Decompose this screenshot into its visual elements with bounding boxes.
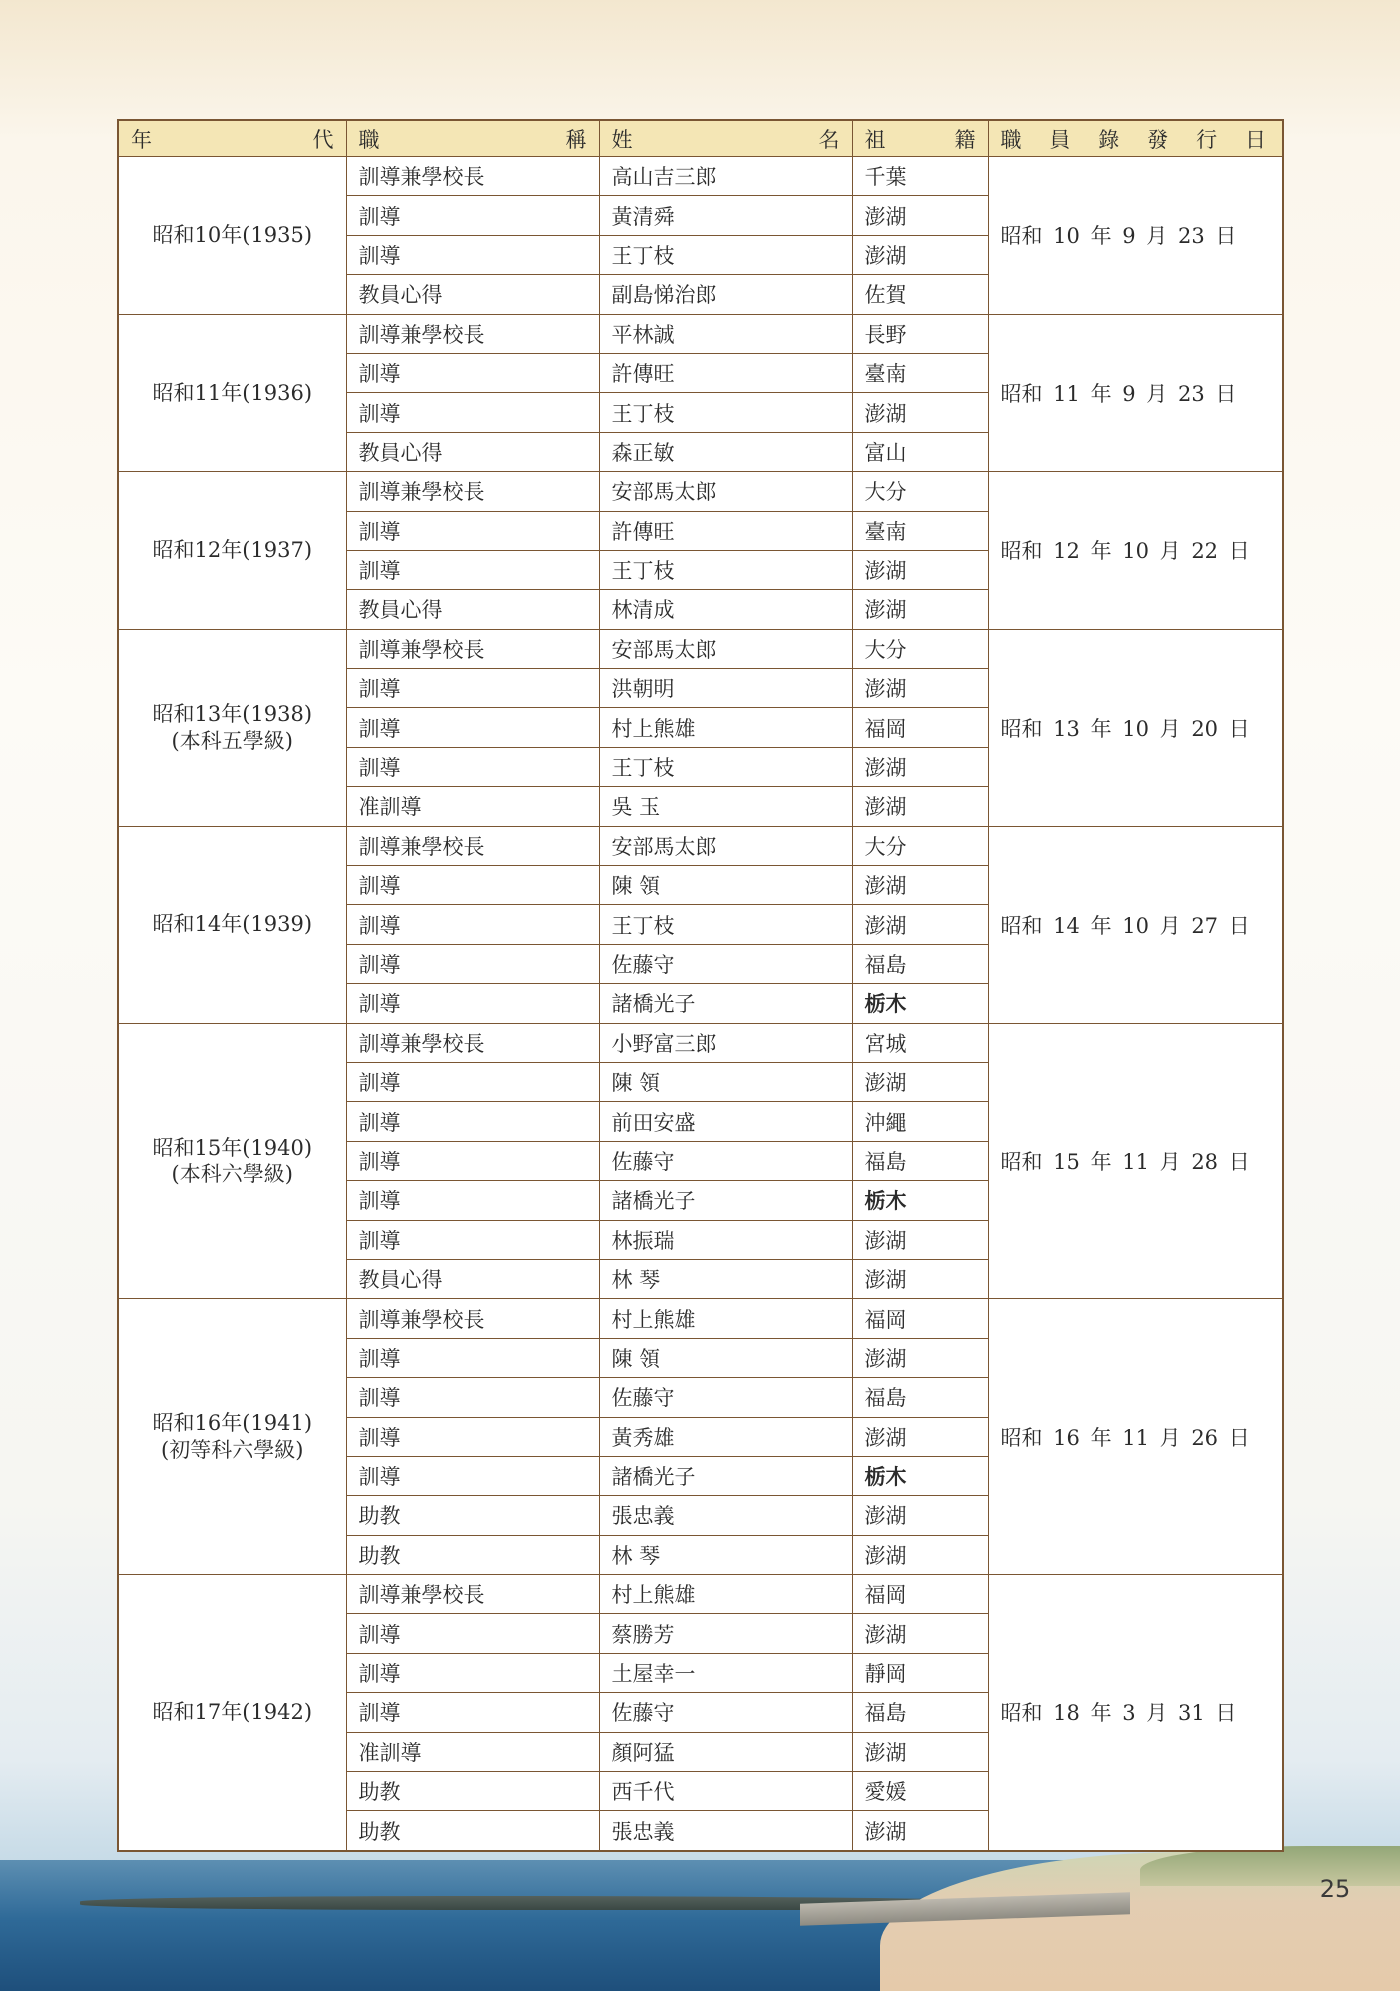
title-cell: 訓導: [346, 1614, 599, 1653]
name-cell: 土屋幸一: [599, 1653, 852, 1692]
issue-date-cell: 昭和 13 年 10 月 20 日: [988, 629, 1283, 826]
origin-cell: 澎湖: [852, 393, 988, 432]
origin-cell: 臺南: [852, 353, 988, 392]
name-cell: 安部馬太郎: [599, 629, 852, 668]
title-cell: 訓導兼學校長: [346, 472, 599, 511]
year-label: 昭和10年(1935): [152, 223, 313, 248]
origin-cell: 澎湖: [852, 1614, 988, 1653]
name-cell: 王丁枝: [599, 235, 852, 274]
year-cell: [118, 1299, 346, 1575]
name-cell: 佐藤守: [599, 944, 852, 983]
staff-roster-table: [117, 119, 1284, 1852]
title-cell: 助教: [346, 1772, 599, 1811]
name-cell: 陳 領: [599, 866, 852, 905]
year-cell: [118, 157, 346, 315]
table-row: [118, 629, 1283, 668]
origin-cell: 澎湖: [852, 747, 988, 786]
origin-cell: 栃木: [852, 1181, 988, 1220]
title-cell: 訓導: [346, 235, 599, 274]
title-cell: 訓導: [346, 984, 599, 1023]
year-sublabel: (本科六學級): [171, 1161, 293, 1186]
title-cell: 訓導: [346, 1417, 599, 1456]
table-row: [118, 314, 1283, 353]
issue-date-cell: 昭和 16 年 11 月 26 日: [988, 1299, 1283, 1575]
name-cell: 佐藤守: [599, 1141, 852, 1180]
title-cell: 訓導: [346, 1693, 599, 1732]
origin-cell: 澎湖: [852, 866, 988, 905]
title-cell: 訓導: [346, 1338, 599, 1377]
origin-cell: 澎湖: [852, 1811, 988, 1851]
origin-cell: 澎湖: [852, 590, 988, 629]
page-number: 25: [1319, 1875, 1351, 1903]
origin-cell: 澎湖: [852, 1338, 988, 1377]
origin-cell: 福岡: [852, 1575, 988, 1614]
header-origin-text: 祖 籍: [864, 127, 976, 152]
title-cell: 訓導: [346, 669, 599, 708]
issue-date-cell: 昭和 15 年 11 月 28 日: [988, 1023, 1283, 1299]
header-year: [118, 120, 346, 157]
year-cell: [118, 629, 346, 826]
header-issue-date-text: 職 員 錄 發 行 日: [1000, 127, 1266, 152]
origin-cell: 澎湖: [852, 669, 988, 708]
table-row: [118, 826, 1283, 865]
origin-cell: 栃木: [852, 984, 988, 1023]
name-cell: 佐藤守: [599, 1378, 852, 1417]
title-cell: 訓導: [346, 905, 599, 944]
year-label: 昭和11年(1936): [152, 380, 313, 405]
origin-cell: 福島: [852, 1141, 988, 1180]
title-cell: 訓導: [346, 196, 599, 235]
header-issue-date: [988, 120, 1283, 157]
origin-cell: 長野: [852, 314, 988, 353]
title-cell: 訓導: [346, 866, 599, 905]
origin-cell: 大分: [852, 629, 988, 668]
origin-cell: 福岡: [852, 1299, 988, 1338]
name-cell: 小野富三郎: [599, 1023, 852, 1062]
origin-cell: 澎湖: [852, 1062, 988, 1101]
origin-cell: 澎湖: [852, 196, 988, 235]
title-cell: 教員心得: [346, 432, 599, 471]
name-cell: 佐藤守: [599, 1693, 852, 1732]
title-cell: 准訓導: [346, 1732, 599, 1771]
year-label: 昭和13年(1938): [152, 702, 313, 727]
table-row: [118, 1023, 1283, 1062]
year-cell: [118, 1575, 346, 1851]
origin-cell: 愛媛: [852, 1772, 988, 1811]
name-cell: 黃秀雄: [599, 1417, 852, 1456]
issue-date-cell: 昭和 14 年 10 月 27 日: [988, 826, 1283, 1023]
origin-cell: 靜岡: [852, 1653, 988, 1692]
title-cell: 訓導兼學校長: [346, 629, 599, 668]
name-cell: 張忠義: [599, 1496, 852, 1535]
header-title-text: 職 稱: [358, 127, 587, 152]
issue-date-cell: 昭和 11 年 9 月 23 日: [988, 314, 1283, 472]
header-origin: [852, 120, 988, 157]
header-year-text: 年 代: [131, 127, 334, 152]
name-cell: 林振瑞: [599, 1220, 852, 1259]
title-cell: 教員心得: [346, 590, 599, 629]
origin-cell: 澎湖: [852, 1535, 988, 1574]
name-cell: 安部馬太郎: [599, 826, 852, 865]
origin-cell: 千葉: [852, 157, 988, 196]
title-cell: 助教: [346, 1811, 599, 1851]
title-cell: 訓導: [346, 353, 599, 392]
name-cell: 吳 玉: [599, 787, 852, 826]
origin-cell: 福島: [852, 1378, 988, 1417]
table-row: [118, 157, 1283, 196]
year-cell: [118, 1023, 346, 1299]
name-cell: 林 琴: [599, 1535, 852, 1574]
name-cell: 諸橋光子: [599, 1456, 852, 1495]
title-cell: 助教: [346, 1496, 599, 1535]
year-sublabel: (初等科六學級): [161, 1437, 304, 1462]
title-cell: 訓導: [346, 1141, 599, 1180]
year-cell: [118, 826, 346, 1023]
name-cell: 村上熊雄: [599, 1299, 852, 1338]
title-cell: 訓導兼學校長: [346, 1299, 599, 1338]
header-row: [118, 120, 1283, 157]
origin-cell: 栃木: [852, 1456, 988, 1495]
origin-cell: 澎湖: [852, 1259, 988, 1298]
title-cell: 訓導: [346, 1181, 599, 1220]
origin-cell: 澎湖: [852, 1732, 988, 1771]
origin-cell: 澎湖: [852, 905, 988, 944]
table-body: [118, 157, 1283, 1851]
name-cell: 村上熊雄: [599, 708, 852, 747]
origin-cell: 大分: [852, 826, 988, 865]
name-cell: 森正敏: [599, 432, 852, 471]
table-row: [118, 472, 1283, 511]
origin-cell: 澎湖: [852, 1417, 988, 1456]
name-cell: 平林誠: [599, 314, 852, 353]
title-cell: 訓導兼學校長: [346, 826, 599, 865]
name-cell: 洪朝明: [599, 669, 852, 708]
origin-cell: 臺南: [852, 511, 988, 550]
name-cell: 高山吉三郎: [599, 157, 852, 196]
title-cell: 訓導兼學校長: [346, 314, 599, 353]
origin-cell: 福岡: [852, 708, 988, 747]
name-cell: 黃清舜: [599, 196, 852, 235]
year-sublabel: (本科五學級): [171, 728, 293, 753]
origin-cell: 大分: [852, 472, 988, 511]
origin-cell: 澎湖: [852, 1496, 988, 1535]
name-cell: 林 琴: [599, 1259, 852, 1298]
title-cell: 訓導: [346, 550, 599, 589]
origin-cell: 福島: [852, 944, 988, 983]
title-cell: 訓導: [346, 1062, 599, 1101]
header-title: [346, 120, 599, 157]
title-cell: 教員心得: [346, 275, 599, 314]
title-cell: 訓導: [346, 1102, 599, 1141]
name-cell: 諸橋光子: [599, 984, 852, 1023]
origin-cell: 澎湖: [852, 235, 988, 274]
issue-date-cell: 昭和 12 年 10 月 22 日: [988, 472, 1283, 630]
title-cell: 訓導: [346, 944, 599, 983]
table-row: [118, 1575, 1283, 1614]
origin-cell: 富山: [852, 432, 988, 471]
title-cell: 訓導: [346, 1378, 599, 1417]
title-cell: 訓導: [346, 708, 599, 747]
origin-cell: 宮城: [852, 1023, 988, 1062]
name-cell: 蔡勝芳: [599, 1614, 852, 1653]
title-cell: 訓導兼學校長: [346, 157, 599, 196]
name-cell: 前田安盛: [599, 1102, 852, 1141]
name-cell: 顏阿猛: [599, 1732, 852, 1771]
origin-cell: 佐賀: [852, 275, 988, 314]
year-cell: [118, 472, 346, 630]
name-cell: 王丁枝: [599, 393, 852, 432]
issue-date-cell: 昭和 10 年 9 月 23 日: [988, 157, 1283, 315]
title-cell: 訓導: [346, 1456, 599, 1495]
origin-cell: 澎湖: [852, 787, 988, 826]
origin-cell: 澎湖: [852, 550, 988, 589]
name-cell: 王丁枝: [599, 747, 852, 786]
origin-cell: 澎湖: [852, 1220, 988, 1259]
title-cell: 訓導兼學校長: [346, 1023, 599, 1062]
origin-cell: 福島: [852, 1693, 988, 1732]
year-label: 昭和12年(1937): [152, 538, 313, 563]
name-cell: 安部馬太郎: [599, 472, 852, 511]
header-name: [599, 120, 852, 157]
year-label: 昭和15年(1940): [152, 1135, 313, 1160]
name-cell: 張忠義: [599, 1811, 852, 1851]
header-name-text: 姓 名: [611, 127, 840, 152]
table-row: [118, 1299, 1283, 1338]
origin-cell: 沖繩: [852, 1102, 988, 1141]
name-cell: 村上熊雄: [599, 1575, 852, 1614]
year-cell: [118, 314, 346, 472]
name-cell: 陳 領: [599, 1338, 852, 1377]
year-label: 昭和14年(1939): [152, 912, 313, 937]
seascape-background: [0, 1838, 1400, 1991]
title-cell: 訓導: [346, 1220, 599, 1259]
title-cell: 訓導: [346, 511, 599, 550]
name-cell: 副島悌治郎: [599, 275, 852, 314]
title-cell: 訓導: [346, 393, 599, 432]
title-cell: 訓導: [346, 1653, 599, 1692]
name-cell: 王丁枝: [599, 905, 852, 944]
name-cell: 諸橋光子: [599, 1181, 852, 1220]
title-cell: 准訓導: [346, 787, 599, 826]
title-cell: 教員心得: [346, 1259, 599, 1298]
name-cell: 西千代: [599, 1772, 852, 1811]
title-cell: 訓導: [346, 747, 599, 786]
name-cell: 陳 領: [599, 1062, 852, 1101]
year-label: 昭和16年(1941): [152, 1411, 313, 1436]
issue-date-cell: 昭和 18 年 3 月 31 日: [988, 1575, 1283, 1851]
name-cell: 王丁枝: [599, 550, 852, 589]
name-cell: 許傳旺: [599, 353, 852, 392]
year-label: 昭和17年(1942): [152, 1700, 313, 1725]
table-header: [118, 120, 1283, 157]
title-cell: 助教: [346, 1535, 599, 1574]
title-cell: 訓導兼學校長: [346, 1575, 599, 1614]
name-cell: 林清成: [599, 590, 852, 629]
name-cell: 許傳旺: [599, 511, 852, 550]
